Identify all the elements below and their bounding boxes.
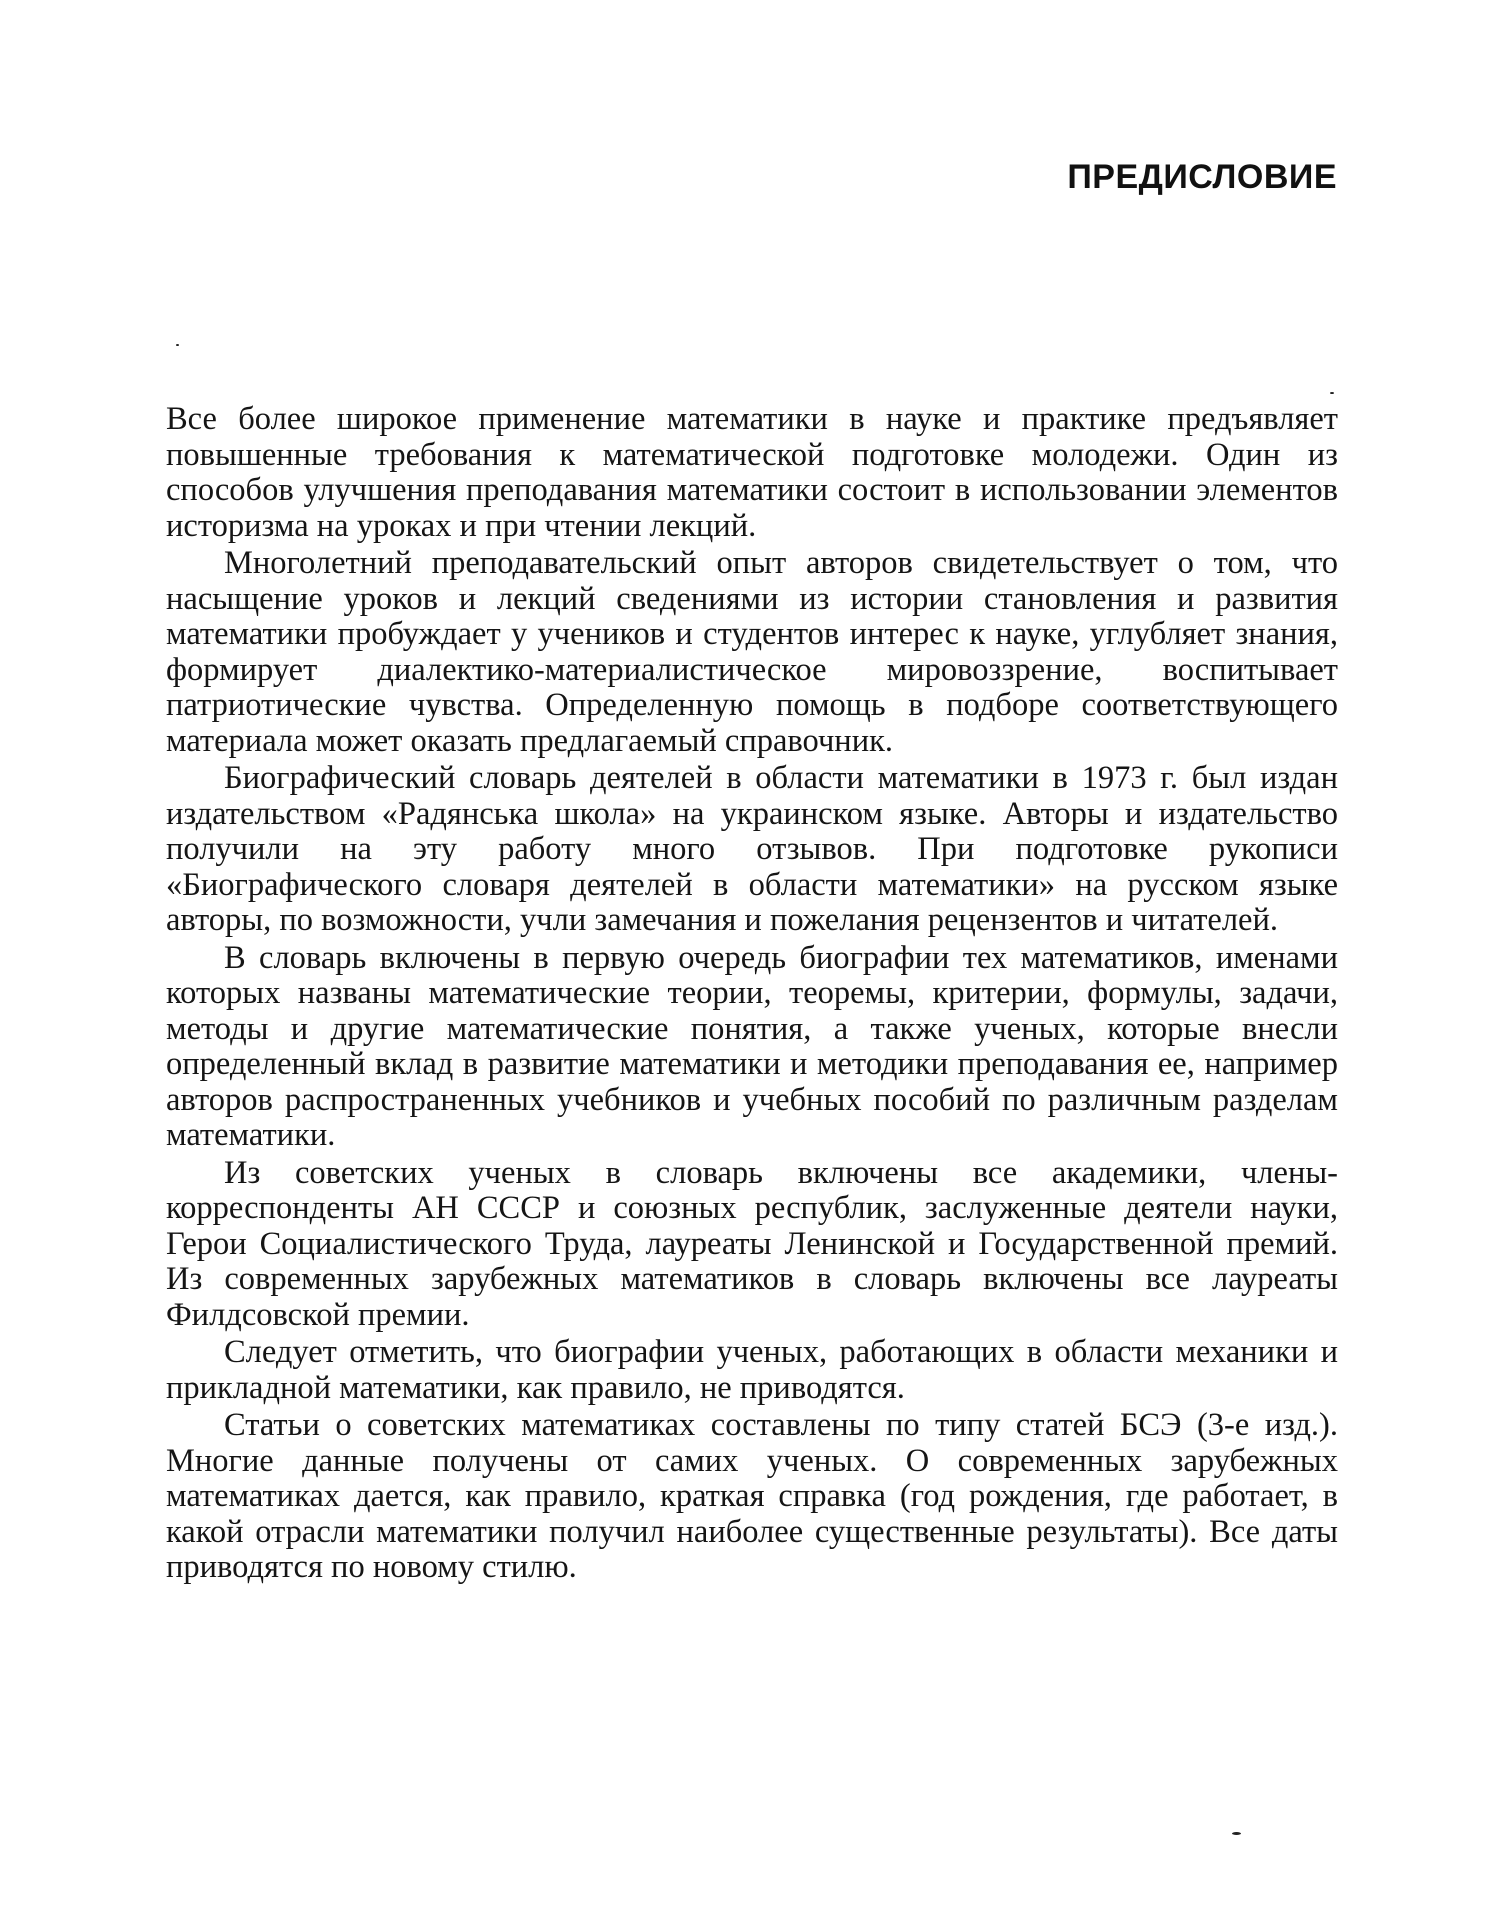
paragraph-7: Статьи о советских математиках составлены по типу статей БСЭ (3-е изд.). Многие данные получены от самих ученых. О современных зарубежных математиках дается, как правило, краткая справка (год рождения, где работает, в какой отрасли математики получил наиболее существенные результаты). Все даты приводятся по новому стилю. (166, 1407, 1338, 1585)
paragraph-5: Из советских ученых в словарь включены все академики, члены-корреспонденты АН СССР и союзных республик, заслуженные деятели науки, Герои Социалистического Труда, лауреаты Ленинской и Государственной премий. Из современных зарубежных математиков в словарь включены все лауреаты Филдсовской премии. (166, 1154, 1338, 1333)
body-text (166, 402, 1338, 1588)
paragraph-4: В словарь включены в первую очередь биографии тех математиков, именами которых названы математические теории, теоремы, критерии, формулы, задачи, методы и другие математические понятия, а также ученых, которые внесли определенный вклад в развитие математики и методики преподавания ее, например авторов распространенных учебников и учебных пособий по различным разделам математики. (166, 939, 1338, 1153)
paragraph-3: Биографический словарь деятелей в области математики в 1973 г. был издан издательством «Радянська школа» на украинском языке. Авторы и издательство получили на эту работу много отзывов. При подготовке рукописи «Биографического словаря деятелей в области математики» на русском языке авторы, по возможности, учли замечания и пожелания рецензентов и читателей. (166, 760, 1338, 938)
paragraph-1: Все более широкое применение математики в науке и практике предъявляет повышенные требования к математической подготовке молодежи. Один из способов улучшения преподавания математики состоит в использовании элементов историзма на уроках и при чтении лекций. (166, 401, 1338, 544)
scan-speck (176, 344, 179, 346)
scan-speck (1330, 392, 1334, 394)
paragraph-6: Следует отметить, что биографии ученых, работающих в области механики и прикладной математики, как правило, не приводятся. (166, 1334, 1338, 1406)
page-title: ПРЕДИСЛОВИЕ (1067, 158, 1337, 196)
paragraph-2: Многолетний преподавательский опыт авторов свидетельствует о том, что насыщение уроков и лекций сведениями из истории становления и развития математики пробуждает у учеников и студентов интерес к науке, углубляет знания, формирует диалектико-материалистическое мировоззрение, воспитывает патриотические чувства. Определенную помощь в подборе соответствующего материала может оказать предлагаемый справочник. (166, 545, 1338, 759)
scan-speck (1232, 1832, 1241, 1835)
